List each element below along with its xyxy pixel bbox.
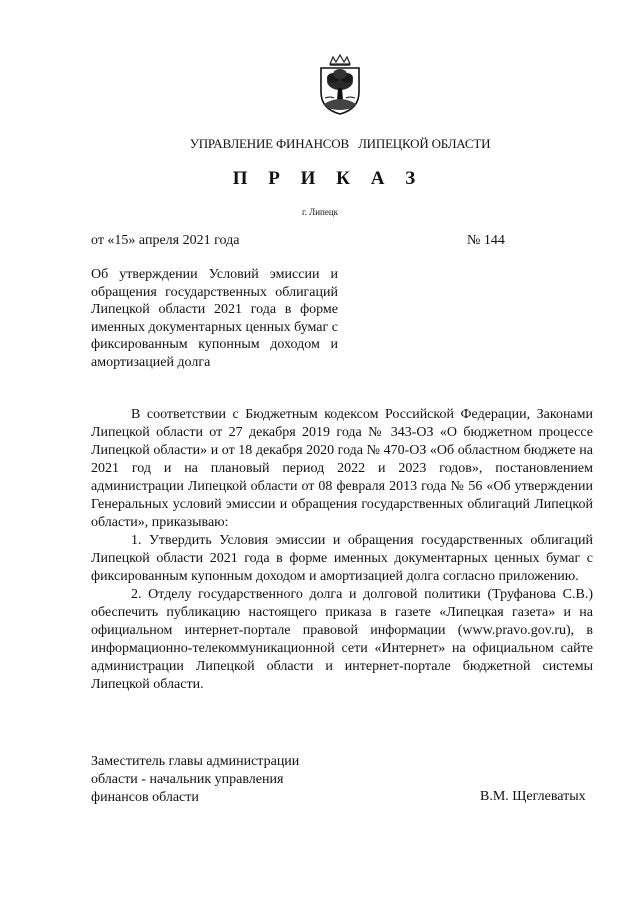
coat-of-arms-emblem-icon (316, 54, 364, 116)
department-name: УПРАВЛЕНИЕ ФИНАНСОВ ЛИПЕЦКОЙ ОБЛАСТИ (189, 136, 491, 151)
city-name: г. Липецк (301, 207, 339, 217)
signer-position-line-3: финансов области (91, 790, 199, 805)
order-subject: Об утверждении Условий эмиссии и обращения государственных облигаций Липецкой области 2021 года в форме именных документарных ценных бумаг с фиксированным купонным доходом и амортизацией долга (91, 267, 338, 370)
signer-position-line-1: Заместитель главы администрации (91, 754, 300, 769)
order-date: от «15» апреля 2021 года (91, 233, 240, 248)
signer-position (91, 753, 299, 807)
clause-2-paragraph: 2. Отделу государственного долга и долговой политики (Труфанова С.В.) обеспечить публикацию настоящего приказа в газете «Липецкая газета» и на официальном интернет-портале правовой информации (www.pravo.gov.ru), в информационно-телекоммуникационной сети «Интернет» на официальном сайте администрации Липецкой области и интернет-портале бюджетной системы Липецкой области. (91, 587, 593, 692)
order-body (91, 406, 593, 694)
preamble-paragraph: В соответствии с Бюджетным кодексом Российской Федерации, Законами Липецкой области от 27 декабря 2019 года № 343-ОЗ «О бюджетном процессе Липецкой области» и от 18 декабря 2020 года № 470-ОЗ «Об областном бюджете на 2021 год и на плановый период 2022 и 2023 годов», постановлением администрации Липецкой области от 08 февраля 2013 года № 56 «Об утверждении Генеральных условий эмиссии и обращения государственных облигаций Липецкой области», приказываю: (91, 407, 593, 530)
signer-position-line-2: области - начальник управления (91, 772, 284, 787)
order-number: № 144 (467, 233, 505, 248)
document-type-title: П Р И К А З (232, 168, 424, 189)
signer-name: В.М. Щеглеватых (480, 789, 586, 804)
clause-1-paragraph: 1. Утвердить Условия эмиссии и обращения государственных облигаций Липецкой области 2021 года в форме именных документарных ценных бумаг с фиксированным купонным доходом и амортизацией долга согласно приложению. (91, 533, 593, 584)
